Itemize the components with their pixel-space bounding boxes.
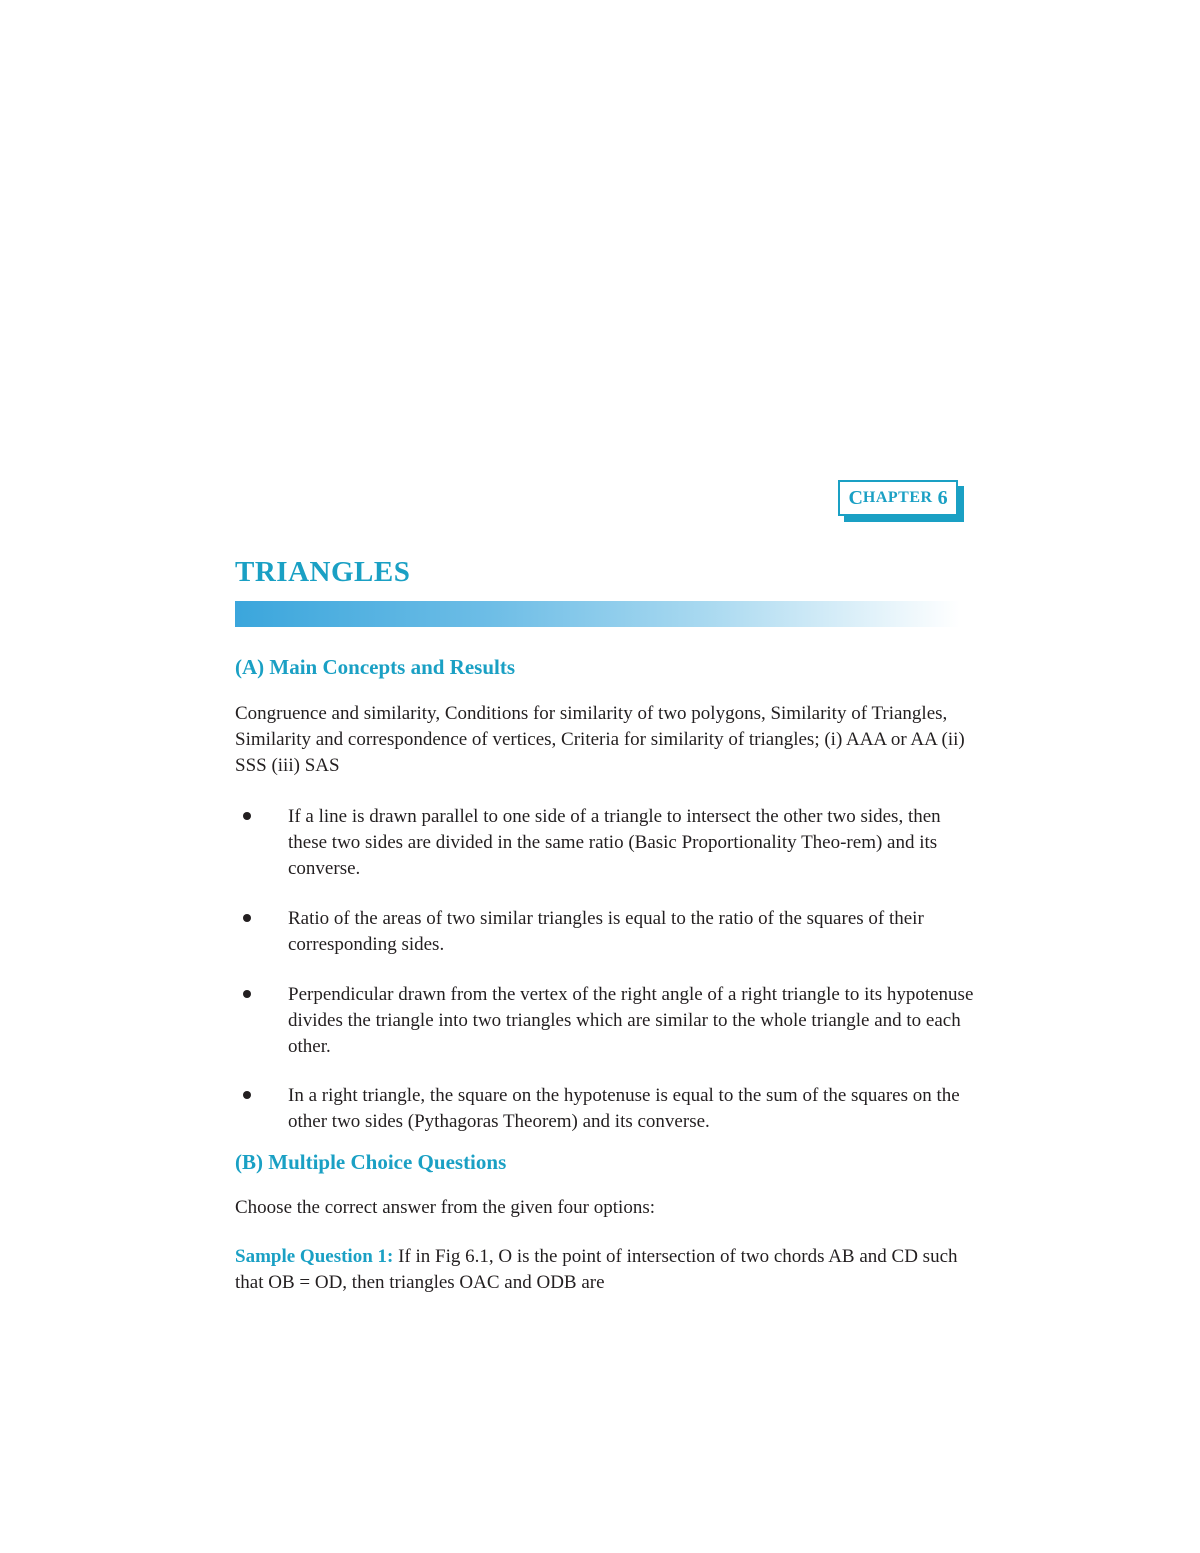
bullet-text: Perpendicular drawn from the vertex of the right angle of a right triangle to its hypotenuse divides the triangle into two triangles which are similar to the whole triangle and to each other. <box>288 984 974 1057</box>
bullet-dot-icon <box>243 1091 251 1099</box>
section-a-heading: (A) Main Concepts and Results <box>235 655 516 679</box>
chapter-badge <box>838 480 958 520</box>
sample-question-label: Sample Question 1: <box>235 1246 394 1267</box>
bullet-text: Ratio of the areas of two similar triangles is equal to the ratio of the squares of their corresponding sides. <box>288 908 924 955</box>
section-b-instruction: Choose the correct answer from the given four options: <box>235 1197 655 1218</box>
bullet-text: In a right triangle, the square on the hypotenuse is equal to the sum of the squares on the other two sides (Pythagoras Theorem) and its converse. <box>288 1085 960 1132</box>
section-a-intro: Congruence and similarity, Conditions for similarity of two polygons, Similarity of Triangles, Similarity and correspondence of vertices, Criteria for similarity of triangles; (i) AAA or AA (ii) SSS (iii) SAS <box>235 703 965 776</box>
bullet-dot-icon <box>243 914 251 922</box>
title-gradient-bar <box>235 601 960 627</box>
chapter-title: TRIANGLES <box>235 556 411 588</box>
chapter-badge-box <box>838 480 958 516</box>
section-b-heading: (B) Multiple Choice Questions <box>235 1150 507 1174</box>
bullet-dot-icon <box>243 812 251 820</box>
sample-question <box>235 1244 975 1296</box>
bullet-dot-icon <box>243 990 251 998</box>
chapter-label-rest: HAPTER <box>862 489 933 506</box>
sample-question-text: If in Fig 6.1, O is the point of intersection of two chords AB and CD such that OB = OD, then triangles OAC and ODB are <box>235 1246 958 1293</box>
bullet-text: If a line is drawn parallel to one side of a triangle to intersect the other two sides, then these two sides are divided in the same ratio (Basic Proportionality Theo-rem) and its converse. <box>288 806 941 879</box>
chapter-number: 6 <box>937 486 948 509</box>
chapter-label-initial: C <box>848 486 863 509</box>
